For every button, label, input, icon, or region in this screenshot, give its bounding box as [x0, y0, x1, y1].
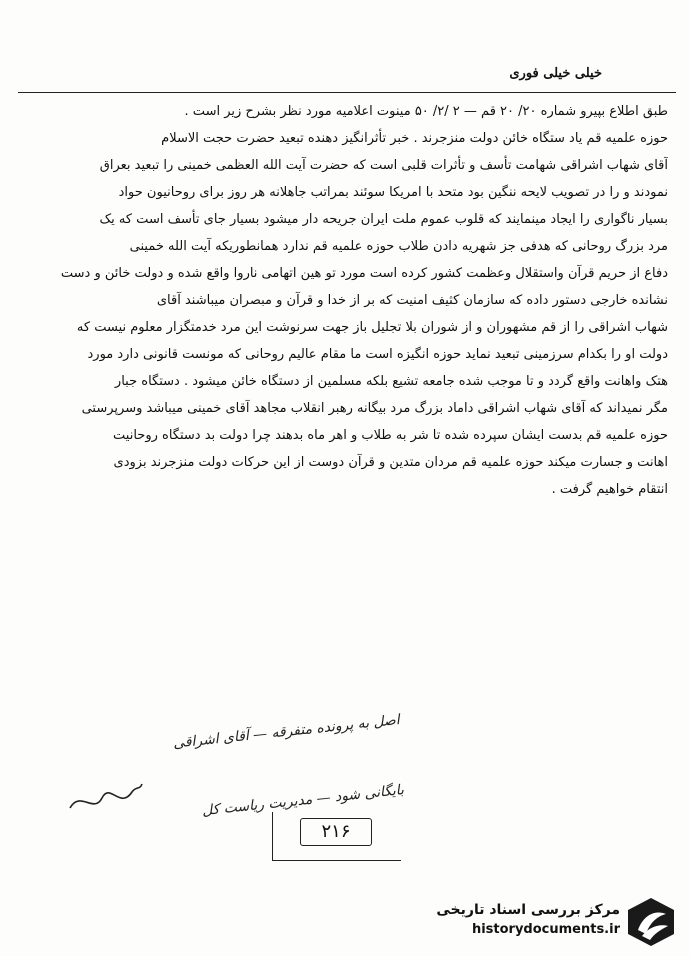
document-line: طبق اطلاع بپیرو شماره ۲۰/ ۲۰ قم — ۲ /۲/ ۵۰ مینوت اعلامیه مورد نظر بشرح زیر است . [184, 104, 668, 119]
handwritten-note-1: اصل به پرونده متفرقه — آقای اشراقی [172, 712, 401, 752]
archive-website: historydocuments.ir [471, 922, 620, 937]
heading-divider [18, 92, 676, 93]
document-line: حوزه علمیه قم بدست ایشان سپرده شده تا شر به طلاب و اهر ماه بدهند چرا دولت بد دستگاه روحانیت [113, 428, 668, 443]
document-line: اهانت و جسارت میکند حوزه علمیه قم مردان متدین و قرآن دوست از این حرکات دولت منزجرند بزودی [113, 455, 668, 470]
document-line: مگر نمیداند که آقای شهاب اشراقی داماد بزرگ مرد بیگانه رهبر انقلاب مجاهد آقای خمینی میباشد وسرپرستی [81, 401, 668, 416]
document-line: شهاب اشراقی را از قم مشهوران و از شوران بلا تجلیل باز جهت سرنوشت این مرد خدمتگزار معلوم نیست که [76, 320, 668, 335]
document-line: نشانده خارجی دستور داده که سازمان کثیف امنیت که بر از خدا و قرآن و مبصران میباشند آقای [156, 293, 668, 308]
document-heading: خیلی خیلی فوری [509, 66, 602, 81]
document-line: آقای شهاب اشراقی شهامت تأسف و تأثرات قلبی است که حضرت آیت الله العظمی خمینی را تبعید بعراق [99, 158, 668, 173]
archive-name: مرکز بررسی اسناد تاریخی [436, 902, 620, 918]
document-line: انتقام خواهیم گرفت . [551, 482, 668, 497]
handwritten-flourish-icon [66, 770, 146, 820]
document-line: دفاع از حریم قرآن واستقلال وعظمت کشور کرده است مورد تو هین اتهامی ناروا واقع شده و دولت خائن و دست [60, 266, 668, 281]
document-line: مرد بزرگ روحانی که هدفی جز شهریه دادن طلاب حوزه علمیه قم ندارد همانطوریکه آیت الله خمینی [129, 239, 668, 254]
document-body [22, 98, 668, 503]
handwritten-note-2: بایگانی شود — مدیریت ریاست کل [201, 782, 405, 820]
archive-logo-icon [626, 896, 676, 948]
document-line: هتک واهانت واقع گردد و تا موجب شده جامعه تشیع بلکه مسلمین از دستگاه خائن میشود . دستگاه جبار [114, 374, 668, 389]
archive-watermark [398, 896, 680, 948]
document-line: بسیار ناگواری را ایجاد مینمایند که قلوب عموم ملت ایران جریحه دار میشود بسیار جای تأسف است که یک [99, 212, 668, 227]
page-number: ۲۱۶ [300, 818, 372, 846]
document-line: حوزه علمیه قم یاد ستگاه خائن دولت منزجرند . خبر تأثرانگیز دهنده تبعید حضرت حجت الاسلام [161, 131, 668, 146]
document-line: دولت او را بکدام سرزمینی تبعید نماید حوزه انگیزه است ما مقام عالیم روحانی که مونست قانونی دارد مورد [87, 347, 668, 362]
document-line: نمودند و را در تصویب لایحه ننگین بود متحد با امریکا سوئند بمراتب جاهلانه هر روز برای روحانیون حواد [118, 185, 668, 200]
